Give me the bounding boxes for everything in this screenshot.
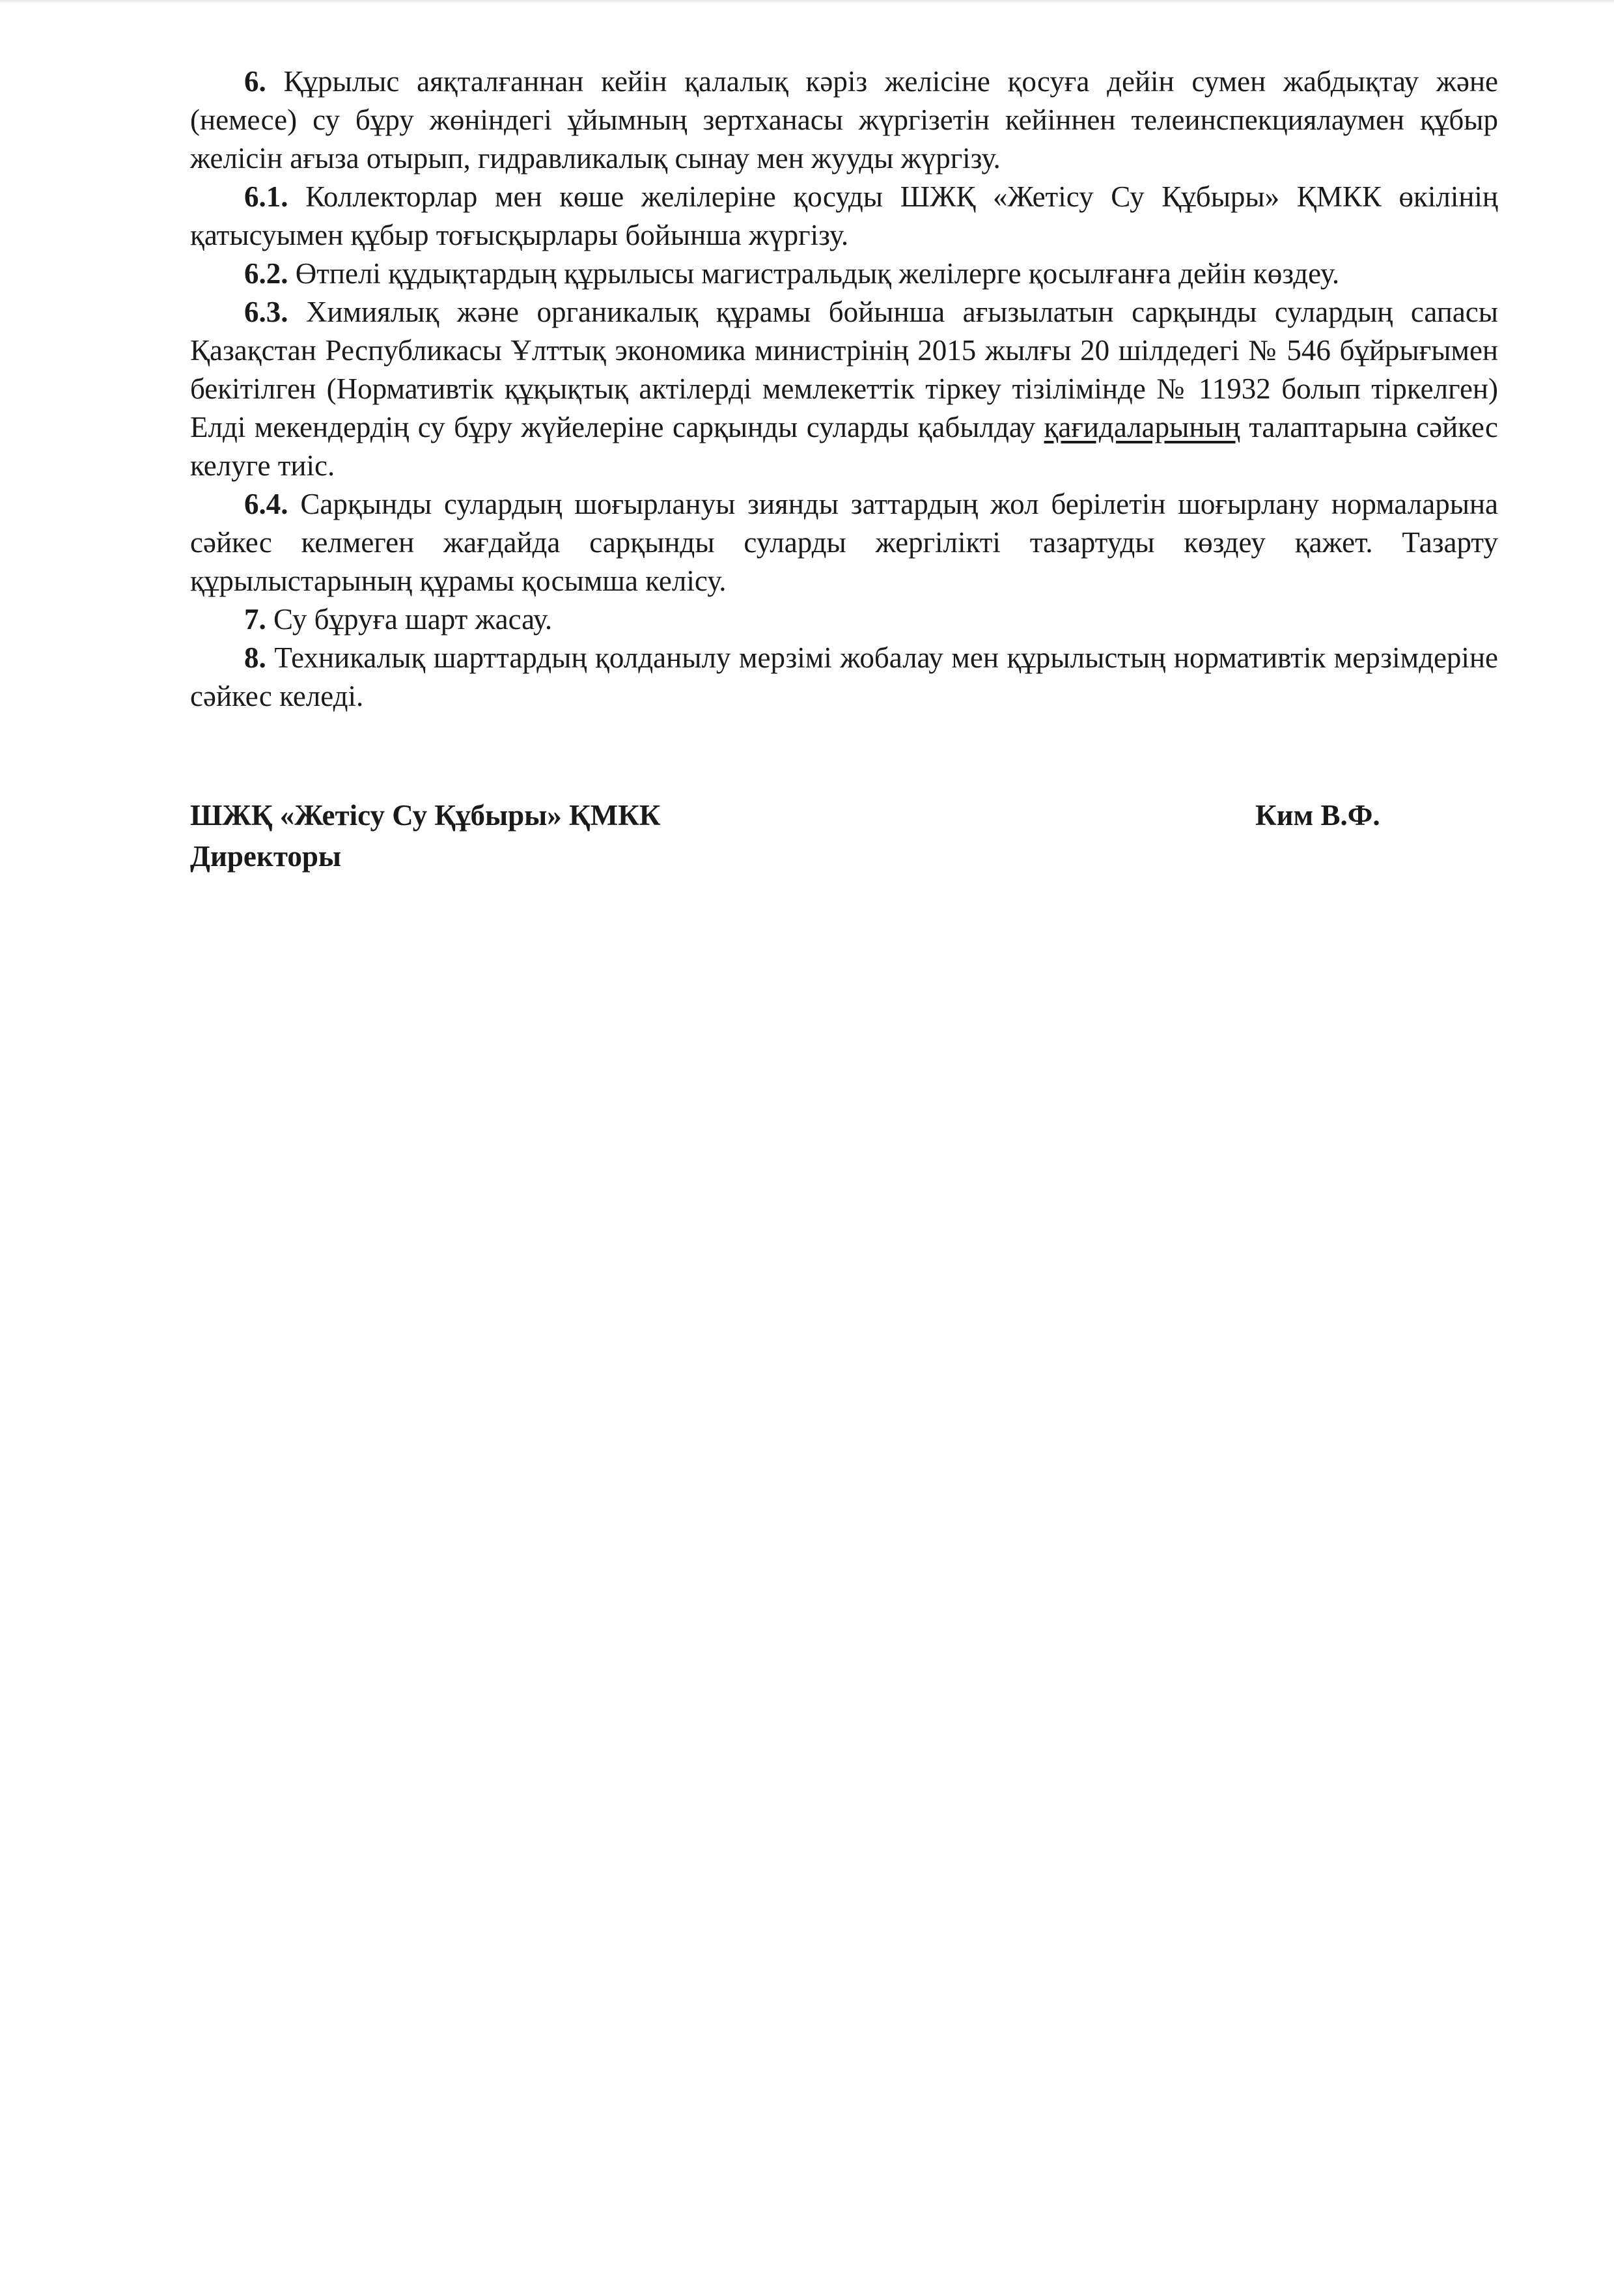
scan-top-edge xyxy=(0,0,1614,4)
paragraph-text: Техникалық шарттардың қолданылу мерзімі жобалау мен құрылыстың нормативтік мерзімдеріне сәйкес келеді. xyxy=(190,641,1498,712)
paragraph-number: 6.1. xyxy=(244,180,288,213)
paragraph-text: Өтпелі құдықтардың құрылысы магистральдық желілерге қосылғанға дейін көздеу. xyxy=(288,257,1340,290)
paragraph-6-3 xyxy=(190,293,1498,485)
paragraph-6-4 xyxy=(190,485,1498,600)
paragraph-6 xyxy=(190,63,1498,178)
paragraph-text: Су бұруға шарт жасау. xyxy=(266,603,553,636)
paragraph-number: 8. xyxy=(244,641,266,674)
paragraph-text-end: талаптарына сәйкес келуге тиіс. xyxy=(190,411,1498,482)
signature-role: Директоры xyxy=(190,840,341,873)
document-body xyxy=(190,63,1498,716)
paragraph-7 xyxy=(190,600,1498,639)
paragraph-number: 6.4. xyxy=(244,488,288,520)
paragraph-6-2 xyxy=(190,255,1498,293)
paragraph-8 xyxy=(190,639,1498,716)
paragraph-number: 7. xyxy=(244,603,266,636)
paragraph-number: 6.2. xyxy=(244,257,288,290)
underlined-term: қағидаларының xyxy=(1044,411,1240,443)
paragraph-6-1 xyxy=(190,178,1498,255)
paragraph-number: 6. xyxy=(244,65,266,98)
paragraph-number: 6.3. xyxy=(244,296,288,328)
paragraph-text: Сарқынды сулардың шоғырлануы зиянды заттардың жол берілетін шоғырлану нормаларына сәйкес келмеген жағдайда сарқынды суларды жергілікті тазартуды көздеу қажет. Тазарту құрылыстарының құрамы қосымша келісу. xyxy=(190,488,1498,597)
signature-organization: ШЖҚ «Жетісу Су Құбыры» ҚМКК xyxy=(190,799,661,832)
signatory-name: Ким В.Ф. xyxy=(1255,799,1380,832)
paragraph-text: Коллекторлар мен көше желілеріне қосуды ШЖҚ «Жетісу Су Құбыры» ҚМКК өкілінің қатысуымен құбыр тоғысқырлары бойынша жүргізу. xyxy=(190,180,1498,251)
paragraph-text: Химиялық және органикалық құрамы бойынша ағызылатын сарқынды сулардың сапасы Қазақстан Республикасы Ұлттық экономика министрінің 2015 жылғы 20 шілдедегі № 546 бұйрығымен бекітілген (Нормативтік құқықтық актілерді мемлекеттік тіркеу тізілімінде № 11932 болып тіркелген) Елді мекендердің су бұру жүйелеріне сарқынды суларды қабылдау xyxy=(190,296,1498,443)
paragraph-text: Құрылыс аяқталғаннан кейін қалалық кәріз желісіне қосуға дейін сумен жабдықтау және (немесе) су бұру жөніндегі ұйымның зертханасы жүргізетін кейіннен телеинспекциялаумен құбыр желісін ағыза отырып, гидравликалық сынау мен жууды жүргізу. xyxy=(190,65,1498,175)
